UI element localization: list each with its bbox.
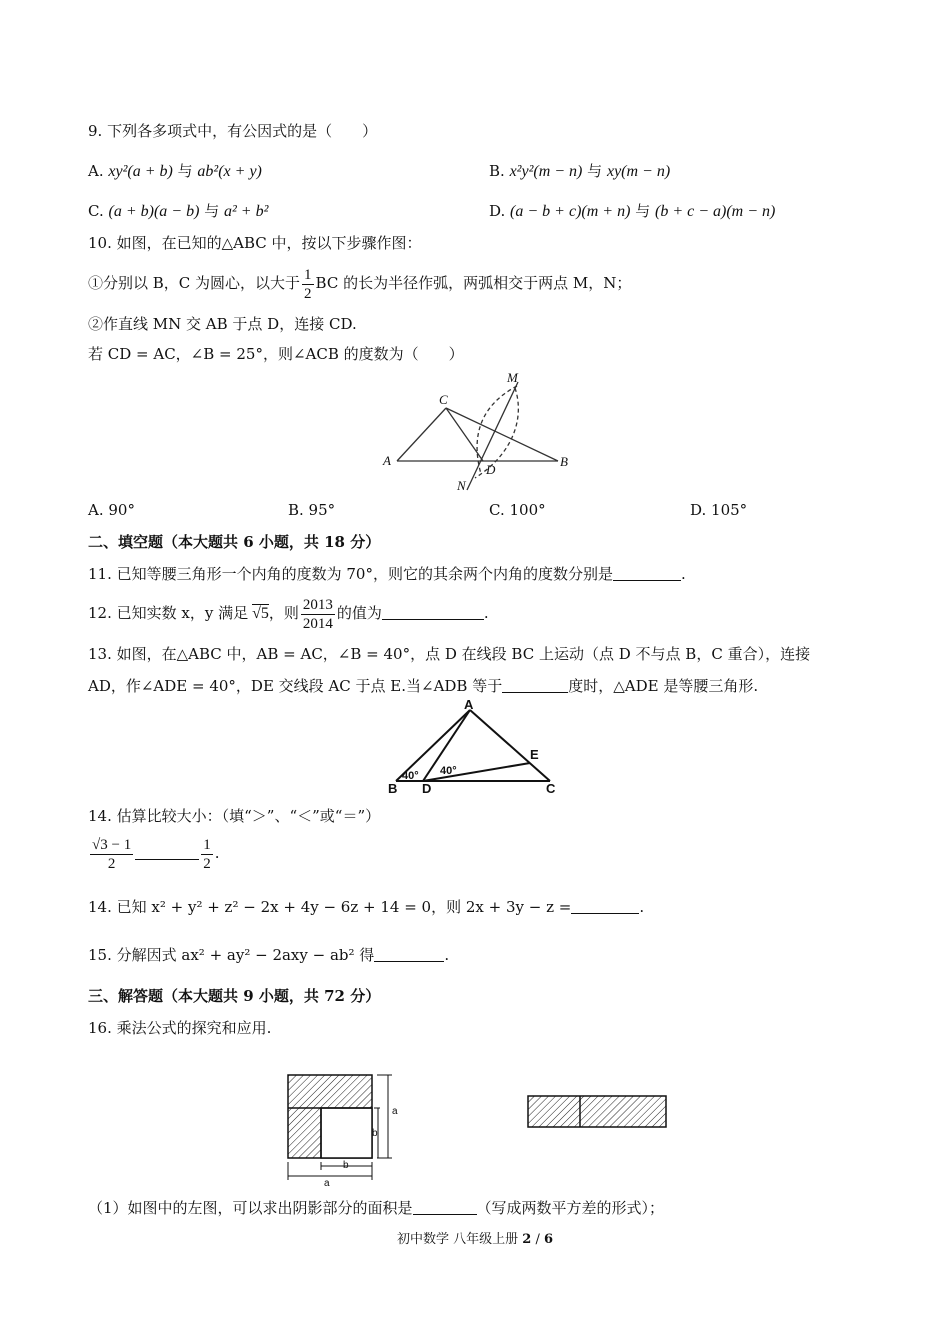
q14-compare-expr: $\frac{√3 - 1}{2}$ $\frac{1}{2}$ . — [92, 836, 220, 872]
label-c: C — [546, 781, 556, 796]
label-e: E — [530, 747, 539, 762]
label-a-right: a — [392, 1106, 398, 1117]
q9-option-d: D. (a − b + c)(m + n) 与 (b + c − a)(m − n) — [489, 202, 776, 220]
label-b-right: b — [372, 1128, 378, 1139]
q9-stem: 9. 下列各多项式中，有公因式的是（ ） — [88, 122, 378, 140]
q10-option-d: D. 105° — [690, 501, 748, 519]
q16-part1: （1）如图中的左图，可以求出阴影部分的面积是 （写成两数平方差的形式）； — [88, 1199, 665, 1217]
label-a: A — [464, 700, 474, 712]
q12-fraction: $\frac{2013}{2014}$ — [302, 596, 333, 632]
q10-step2: ②作直线 MN 交 AB 于点 D，连接 CD. — [88, 315, 357, 333]
q13-answer-blank[interactable] — [502, 678, 568, 693]
q10-condition: 若 CD = AC，∠B = 25°，则∠ACB 的度数为（ ） — [88, 345, 464, 363]
section-fill-in-heading: 二、填空题（本大题共 6 小题，共 18 分） — [88, 533, 381, 551]
q14-fraction-left: $\frac{√3 - 1}{2}$ — [92, 836, 132, 872]
q16-rectangle-figure — [524, 1092, 670, 1132]
section-solve-heading: 三、解答题（本大题共 9 小题，共 72 分） — [88, 987, 381, 1005]
q10-option-c: C. 100° — [489, 501, 546, 519]
label-d: D — [486, 462, 496, 477]
label-b: B — [388, 781, 398, 796]
q10-option-b: B. 95° — [288, 501, 336, 519]
q10-option-a: A. 90° — [88, 501, 135, 519]
q10-triangle-figure — [375, 368, 585, 496]
q16-part1-blank[interactable] — [413, 1200, 477, 1215]
label-m: M — [507, 370, 518, 385]
q10-stem: 10. 如图，在已知的△ABC 中，按以下步骤作图： — [88, 234, 422, 252]
q13-line2: AD，作∠ADE = 40°，DE 交线段 AC 于点 E.当∠ADB 等于 度时，△ADE 是等腰三角形. — [88, 677, 759, 695]
q15: 15. 分解因式 ax² + ay² − 2axy − ab² 得 . — [88, 946, 450, 964]
label-n: N — [457, 478, 466, 493]
q14-compare-stem: 14. 估算比较大小：（填“＞”、“＜”或“＝”） — [88, 807, 381, 825]
angle-b-label: 40° — [402, 770, 419, 782]
q9-option-c: C. (a + b)(a − b) 与 a² + b² — [88, 202, 269, 220]
q14-answer-blank[interactable] — [571, 899, 639, 914]
q13-triangle-figure — [385, 700, 565, 796]
q16-stem: 16. 乘法公式的探究和应用. — [88, 1019, 272, 1037]
q12: 12. 已知实数 x，y 满足 √5，则 $\frac{2013}{2014}$ 的值为 . — [88, 596, 489, 632]
q9-option-b: B. x²y²(m − n) 与 xy(m − n) — [489, 162, 671, 180]
segment-cd — [446, 408, 483, 461]
q15-answer-blank[interactable] — [374, 947, 444, 962]
label-d: D — [422, 781, 432, 796]
q9-option-a: A. xy²(a + b) 与 ab²(x + y) — [88, 162, 262, 180]
q12-answer-blank[interactable] — [382, 605, 484, 620]
half-fraction: $\frac{1}{2}$ — [304, 266, 312, 302]
q16-square-figure — [280, 1070, 410, 1188]
q14-equation: 14. 已知 x² + y² + z² − 2x + 4y − 6z + 14 = 0，则 2x + 3y − z = . — [88, 898, 645, 916]
hatched-rectangle — [528, 1096, 666, 1127]
q14-compare-blank[interactable] — [135, 845, 199, 860]
q11-answer-blank[interactable] — [613, 566, 681, 581]
page-footer: 初中数学 八年级上册 2 / 6 — [396, 1232, 554, 1247]
label-a-bottom: a — [324, 1178, 330, 1188]
q11: 11. 已知等腰三角形一个内角的度数为 70°，则它的其余两个内角的度数分别是 . — [88, 565, 686, 583]
q13-line1: 13. 如图，在△ABC 中，AB = AC，∠B = 40°，点 D 在线段 BC 上运动（点 D 不与点 B，C 重合），连接 — [88, 645, 811, 663]
arc-right — [475, 388, 518, 478]
segment-ac — [397, 408, 446, 461]
q14-fraction-right: $\frac{1}{2}$ — [203, 836, 211, 872]
angle-ade-label: 40° — [440, 765, 457, 777]
inner-square — [321, 1108, 372, 1158]
label-b: B — [560, 454, 568, 469]
label-c: C — [439, 392, 448, 407]
label-a: A — [383, 453, 391, 468]
q10-step1: ①分别以 B，C 为圆心，以大于 $\frac{1}{2}$ BC 的长为半径作弧，两弧相交于两点 M，N； — [88, 266, 632, 302]
label-b-bottom: b — [343, 1160, 349, 1171]
